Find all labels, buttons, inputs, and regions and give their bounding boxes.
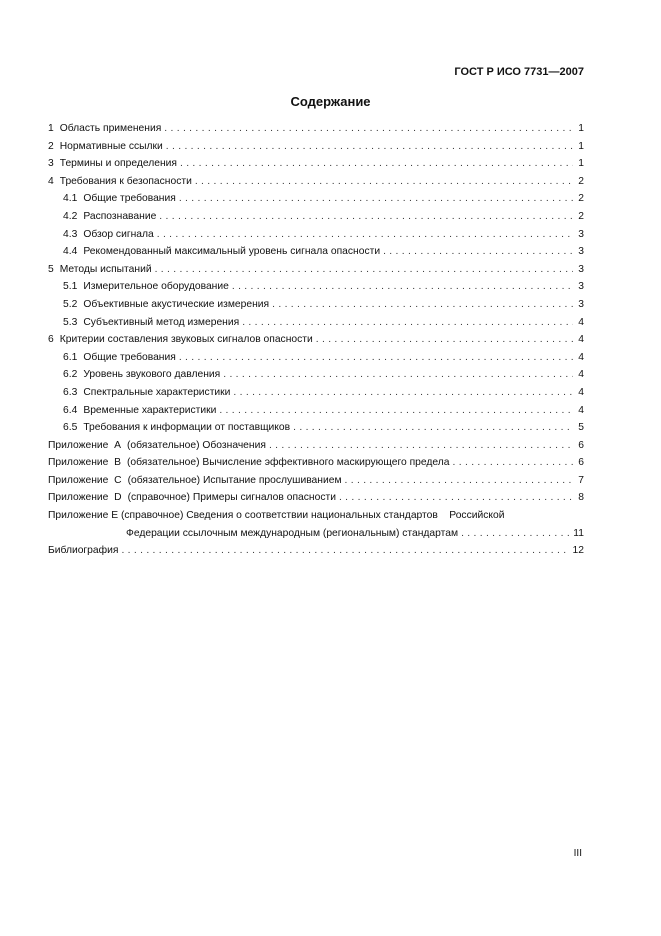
toc-entry[interactable]	[48, 226, 584, 244]
dot-leader	[242, 314, 573, 332]
toc-entry-number: 5.3	[63, 316, 78, 328]
toc-entry[interactable]	[48, 331, 584, 349]
dot-leader	[223, 366, 573, 384]
toc-entry[interactable]	[48, 173, 584, 191]
table-of-contents	[48, 120, 584, 560]
toc-entry[interactable]	[48, 437, 584, 455]
toc-entry-number: 4	[48, 175, 54, 187]
toc-entry-number: 4.4	[63, 246, 78, 258]
dot-leader	[461, 525, 570, 543]
toc-entry[interactable]	[48, 314, 584, 332]
toc-entry[interactable]	[48, 366, 584, 384]
toc-entry-label: Обзор сигнала	[83, 228, 154, 240]
toc-entry-number: 5.2	[63, 298, 78, 310]
toc-page-number: 4	[578, 386, 584, 398]
page-number: III	[573, 848, 582, 859]
toc-entry[interactable]	[48, 296, 584, 314]
dot-leader	[293, 419, 573, 437]
toc-entry[interactable]	[48, 120, 584, 138]
toc-entry-number: 6	[48, 334, 54, 346]
dot-leader	[232, 278, 573, 296]
dot-leader	[269, 437, 573, 455]
toc-entry[interactable]	[48, 489, 584, 507]
toc-entry[interactable]	[48, 384, 584, 402]
toc-entry[interactable]	[48, 138, 584, 156]
toc-page-number: 1	[578, 140, 584, 152]
toc-entry-annex-e[interactable]	[48, 507, 584, 542]
toc-entry-number: 4.2	[63, 210, 78, 222]
toc-entry-number: 4.3	[63, 228, 78, 240]
dot-leader	[195, 173, 573, 191]
toc-entry-number: Приложение C	[48, 474, 122, 486]
toc-page-number: 7	[578, 474, 584, 486]
toc-page-number: 8	[578, 492, 584, 504]
toc-entry[interactable]	[48, 402, 584, 420]
toc-entry[interactable]	[48, 155, 584, 173]
toc-entry-bibliography[interactable]	[48, 542, 584, 560]
toc-entry[interactable]	[48, 454, 584, 472]
page-title: Содержание	[290, 94, 371, 109]
toc-page-number: 2	[578, 175, 584, 187]
toc-entry-label: Требования к безопасности	[59, 175, 192, 187]
dot-leader	[272, 296, 573, 314]
toc-entry-label: Область применения	[59, 123, 162, 134]
dot-leader	[164, 120, 573, 138]
toc-entry-label: Объективные акустические измерения	[83, 298, 270, 310]
toc-entry-number: 6.2	[63, 369, 78, 381]
toc-entry-number: 2	[48, 140, 54, 152]
toc-entry-number: 3	[48, 158, 54, 170]
dot-leader	[180, 155, 573, 173]
toc-entry-number: 6.4	[63, 404, 78, 416]
toc-entry[interactable]	[48, 243, 584, 261]
dot-leader	[383, 243, 573, 261]
toc-entry[interactable]	[48, 419, 584, 437]
toc-entry-label: Временные характеристики	[83, 404, 217, 416]
toc-entry-label: Распознавание	[83, 210, 157, 222]
toc-page-number: 6	[578, 457, 584, 469]
toc-page-number: 4	[578, 334, 584, 346]
toc-page-number: 6	[578, 439, 584, 451]
toc-entry-label: (обязательное) Обозначения	[126, 439, 266, 451]
dot-leader	[179, 349, 573, 367]
toc-entry-number: 5.1	[63, 281, 78, 293]
toc-entry[interactable]	[48, 190, 584, 208]
dot-leader	[179, 190, 573, 208]
toc-entry[interactable]	[48, 208, 584, 226]
toc-entry-number: Приложение D	[48, 492, 122, 504]
toc-page-number: 11	[573, 527, 584, 539]
toc-entry-label: Уровень звукового давления	[83, 369, 221, 381]
dot-leader	[166, 138, 573, 156]
toc-entry-label: Спектральные характеристики	[83, 386, 231, 398]
toc-entry-label: Федерации ссылочным международным (региональным) стандартам	[126, 527, 459, 539]
dot-leader	[159, 208, 573, 226]
toc-entry-label: Нормативные ссылки	[59, 140, 163, 152]
toc-page-number: 3	[578, 228, 584, 240]
toc-entry-label: Критерии составления звуковых сигналов опасности	[59, 334, 313, 346]
toc-page-number: 2	[578, 210, 584, 222]
toc-entry[interactable]	[48, 349, 584, 367]
toc-page-number: 2	[578, 193, 584, 205]
toc-page-number: 4	[578, 351, 584, 363]
toc-entry-label: Субъективный метод измерения	[83, 316, 240, 328]
document-header: ГОСТ Р ИСО 7731—2007	[454, 66, 584, 78]
dot-leader	[316, 331, 573, 349]
toc-page-number: 3	[578, 246, 584, 258]
dot-leader	[157, 226, 573, 244]
toc-page-number: 3	[578, 263, 584, 275]
toc-entry-label: (обязательное) Испытание прослушиванием	[127, 474, 342, 486]
toc-page-number: 4	[578, 316, 584, 328]
toc-entry-number: 6.3	[63, 386, 78, 398]
dot-leader	[339, 489, 573, 507]
toc-page-number: 5	[578, 422, 584, 434]
dot-leader	[453, 454, 573, 472]
toc-entry[interactable]	[48, 261, 584, 279]
toc-entry[interactable]	[48, 472, 584, 490]
toc-entry-label: Рекомендованный максимальный уровень сигнала опасности	[83, 246, 381, 258]
toc-entry-label: Требования к информации от поставщиков	[83, 422, 291, 434]
toc-entry-label: Методы испытаний	[59, 263, 152, 275]
toc-entry-label: Термины и определения	[59, 158, 177, 170]
dot-leader	[233, 384, 573, 402]
toc-page-number: 4	[578, 369, 584, 381]
dot-leader	[121, 542, 569, 560]
toc-entry-number: 6.5	[63, 422, 78, 434]
toc-entry-label: (справочное) Примеры сигналов опасности	[127, 492, 336, 504]
toc-entry[interactable]	[48, 278, 584, 296]
dot-leader	[219, 402, 573, 420]
toc-entry-number: 5	[48, 263, 54, 275]
toc-entry-label: Общие требования	[83, 193, 176, 205]
toc-entry-label: Общие требования	[83, 351, 176, 363]
toc-entry-label: Библиография	[48, 545, 119, 557]
toc-entry-label: (обязательное) Вычисление эффективного маскирующего предела	[126, 457, 450, 469]
toc-entry-number: 1	[48, 123, 54, 134]
toc-page-number: 1	[578, 158, 584, 170]
toc-page-number: 1	[578, 123, 584, 134]
dot-leader	[155, 261, 573, 279]
toc-entry-number: 4.1	[63, 193, 78, 205]
toc-page-number: 4	[578, 404, 584, 416]
toc-entry-number: Приложение A	[48, 439, 121, 451]
toc-entry-number: Приложение B	[48, 457, 121, 469]
toc-entry-label: Измерительное оборудование	[83, 281, 229, 293]
toc-page-number: 3	[578, 298, 584, 310]
toc-entry-label: Приложение E (справочное) Сведения о соответствии национальных стандартов Российской	[48, 510, 505, 522]
toc-entry-number: 6.1	[63, 351, 78, 363]
dot-leader	[345, 472, 573, 490]
toc-page-number: 3	[578, 281, 584, 293]
toc-page-number: 12	[572, 545, 584, 557]
